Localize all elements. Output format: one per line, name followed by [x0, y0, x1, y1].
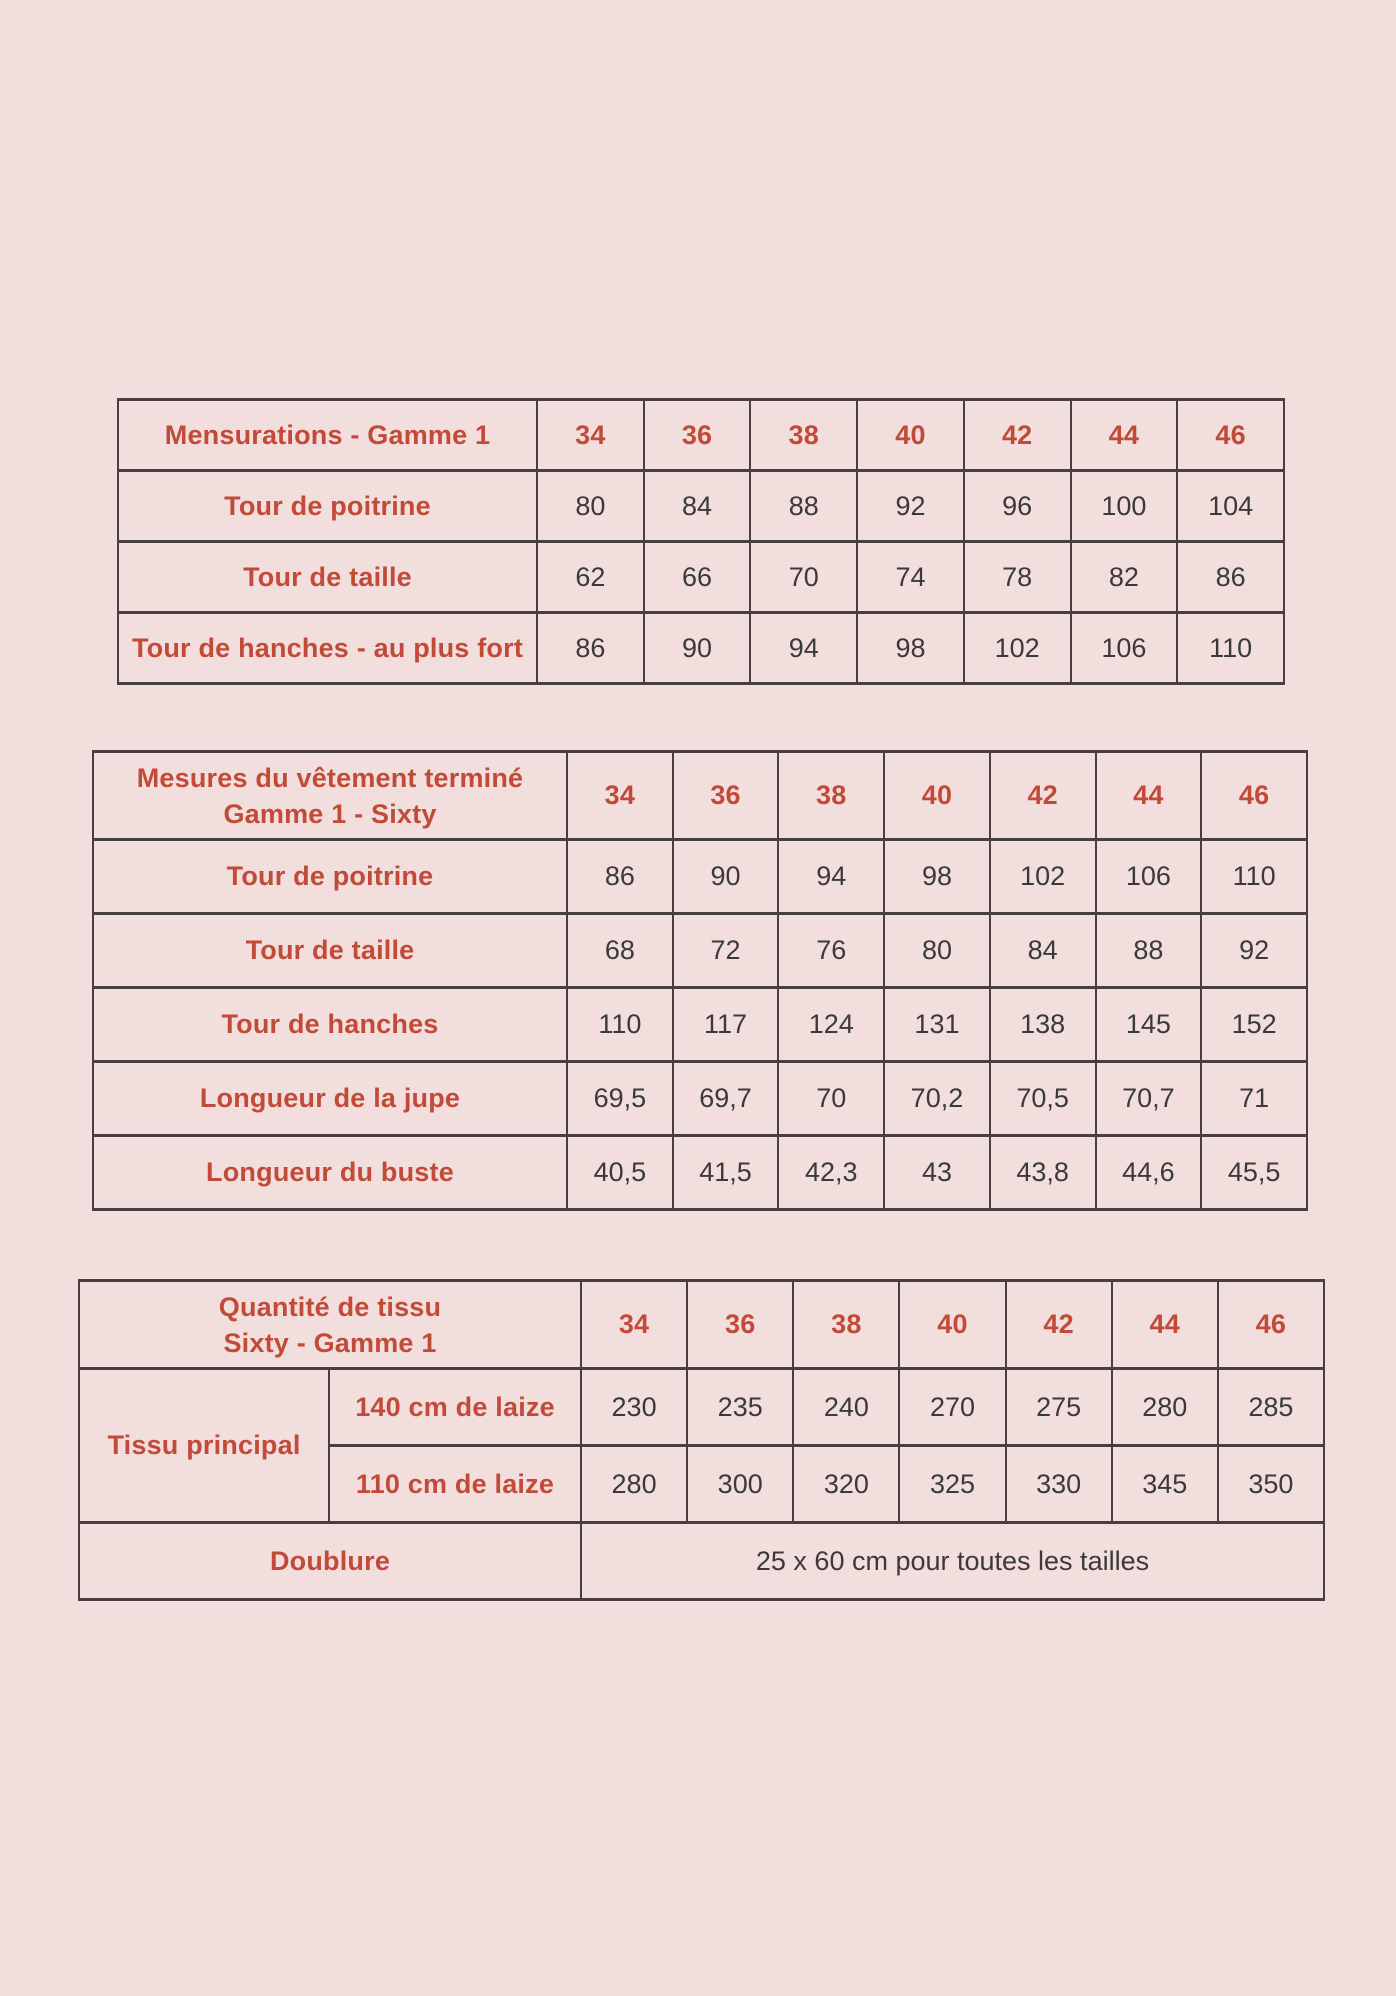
table-row: [79, 1523, 1324, 1600]
table-row: [93, 840, 1307, 914]
value-cell: 94: [778, 840, 884, 914]
table-row: [79, 1369, 1324, 1446]
size-header: 42: [964, 400, 1071, 471]
size-header: 46: [1218, 1281, 1324, 1369]
value-cell: 88: [1096, 914, 1202, 988]
value-cell: 84: [990, 914, 1096, 988]
value-cell: 110: [567, 988, 673, 1062]
header-row: [79, 1281, 1324, 1369]
table-title-line: Mensurations - Gamme 1: [164, 420, 491, 450]
value-cell: 98: [884, 840, 990, 914]
table-title: [118, 400, 537, 471]
value-cell: 90: [644, 613, 751, 684]
table-title-line: Gamme 1 - Sixty: [223, 798, 437, 829]
value-cell: 117: [673, 988, 779, 1062]
size-header: 38: [778, 752, 884, 840]
size-header: 34: [581, 1281, 687, 1369]
value-cell: 70,7: [1096, 1062, 1202, 1136]
row-label: Longueur de la jupe: [93, 1062, 567, 1136]
value-cell: 100: [1071, 471, 1178, 542]
header-row: [93, 752, 1307, 840]
size-header: 40: [899, 1281, 1005, 1369]
value-cell: 110: [1177, 613, 1284, 684]
row-label: Tour de hanches - au plus fort: [118, 613, 537, 684]
value-cell: 131: [884, 988, 990, 1062]
value-cell: 90: [673, 840, 779, 914]
value-cell: 69,7: [673, 1062, 779, 1136]
size-header: 46: [1177, 400, 1284, 471]
row-label: 110 cm de laize: [329, 1446, 581, 1523]
size-header: 34: [537, 400, 644, 471]
span-value-cell: 25 x 60 cm pour toutes les tailles: [581, 1523, 1324, 1600]
table-row: [93, 1062, 1307, 1136]
header-row: [118, 400, 1284, 471]
value-cell: 84: [644, 471, 751, 542]
table-row: [93, 914, 1307, 988]
size-header: 38: [750, 400, 857, 471]
value-cell: 80: [884, 914, 990, 988]
size-header: 36: [673, 752, 779, 840]
value-cell: 110: [1201, 840, 1307, 914]
value-cell: 92: [1201, 914, 1307, 988]
row-label: Tour de poitrine: [93, 840, 567, 914]
size-header: 44: [1112, 1281, 1218, 1369]
size-header: 40: [857, 400, 964, 471]
value-cell: 74: [857, 542, 964, 613]
table-row: [118, 542, 1284, 613]
table-title: [79, 1281, 581, 1369]
value-cell: 92: [857, 471, 964, 542]
value-cell: 68: [567, 914, 673, 988]
value-cell: 70: [750, 542, 857, 613]
value-cell: 106: [1096, 840, 1202, 914]
table-title-line: Sixty - Gamme 1: [223, 1327, 437, 1358]
value-cell: 102: [964, 613, 1071, 684]
group-label: Tissu principal: [79, 1369, 329, 1523]
value-cell: 145: [1096, 988, 1202, 1062]
value-cell: 96: [964, 471, 1071, 542]
size-header: 42: [990, 752, 1096, 840]
row-label: Tour de poitrine: [118, 471, 537, 542]
size-header: 36: [687, 1281, 793, 1369]
size-header: 46: [1201, 752, 1307, 840]
value-cell: 70: [778, 1062, 884, 1136]
value-cell: 45,5: [1201, 1136, 1307, 1210]
value-cell: 42,3: [778, 1136, 884, 1210]
table-row: [93, 988, 1307, 1062]
value-cell: 70,2: [884, 1062, 990, 1136]
value-cell: 76: [778, 914, 884, 988]
value-cell: 285: [1218, 1369, 1324, 1446]
value-cell: 94: [750, 613, 857, 684]
value-cell: 235: [687, 1369, 793, 1446]
size-header: 38: [793, 1281, 899, 1369]
value-cell: 80: [537, 471, 644, 542]
table-title: [93, 752, 567, 840]
table-title-line: Quantité de tissu: [218, 1291, 442, 1322]
value-cell: 275: [1006, 1369, 1112, 1446]
table-row: [118, 471, 1284, 542]
value-cell: 106: [1071, 613, 1178, 684]
size-header: 44: [1071, 400, 1178, 471]
size-header: 34: [567, 752, 673, 840]
row-label: Longueur du buste: [93, 1136, 567, 1210]
value-cell: 270: [899, 1369, 1005, 1446]
value-cell: 330: [1006, 1446, 1112, 1523]
table-mensurations: [117, 398, 1285, 685]
table-title-line: Mesures du vêtement terminé: [136, 762, 524, 793]
value-cell: 86: [1177, 542, 1284, 613]
value-cell: 41,5: [673, 1136, 779, 1210]
value-cell: 280: [1112, 1369, 1218, 1446]
value-cell: 320: [793, 1446, 899, 1523]
value-cell: 86: [537, 613, 644, 684]
table-row: [118, 613, 1284, 684]
value-cell: 71: [1201, 1062, 1307, 1136]
row-label: Tour de taille: [93, 914, 567, 988]
value-cell: 78: [964, 542, 1071, 613]
value-cell: 69,5: [567, 1062, 673, 1136]
value-cell: 66: [644, 542, 751, 613]
value-cell: 124: [778, 988, 884, 1062]
value-cell: 43: [884, 1136, 990, 1210]
table-quantite-tissu: [78, 1279, 1325, 1601]
row-label: Doublure: [79, 1523, 581, 1600]
row-label: Tour de taille: [118, 542, 537, 613]
table-mesures-vetement-termine: [92, 750, 1308, 1211]
value-cell: 104: [1177, 471, 1284, 542]
value-cell: 240: [793, 1369, 899, 1446]
value-cell: 43,8: [990, 1136, 1096, 1210]
row-label: 140 cm de laize: [329, 1369, 581, 1446]
value-cell: 82: [1071, 542, 1178, 613]
value-cell: 138: [990, 988, 1096, 1062]
value-cell: 325: [899, 1446, 1005, 1523]
value-cell: 102: [990, 840, 1096, 914]
size-header: 36: [644, 400, 751, 471]
value-cell: 88: [750, 471, 857, 542]
size-header: 42: [1006, 1281, 1112, 1369]
value-cell: 152: [1201, 988, 1307, 1062]
value-cell: 62: [537, 542, 644, 613]
row-label: Tour de hanches: [93, 988, 567, 1062]
value-cell: 72: [673, 914, 779, 988]
value-cell: 98: [857, 613, 964, 684]
value-cell: 230: [581, 1369, 687, 1446]
table-row: [93, 1136, 1307, 1210]
size-header: 44: [1096, 752, 1202, 840]
value-cell: 350: [1218, 1446, 1324, 1523]
value-cell: 70,5: [990, 1062, 1096, 1136]
value-cell: 300: [687, 1446, 793, 1523]
value-cell: 345: [1112, 1446, 1218, 1523]
size-header: 40: [884, 752, 990, 840]
value-cell: 44,6: [1096, 1136, 1202, 1210]
value-cell: 86: [567, 840, 673, 914]
value-cell: 40,5: [567, 1136, 673, 1210]
value-cell: 280: [581, 1446, 687, 1523]
